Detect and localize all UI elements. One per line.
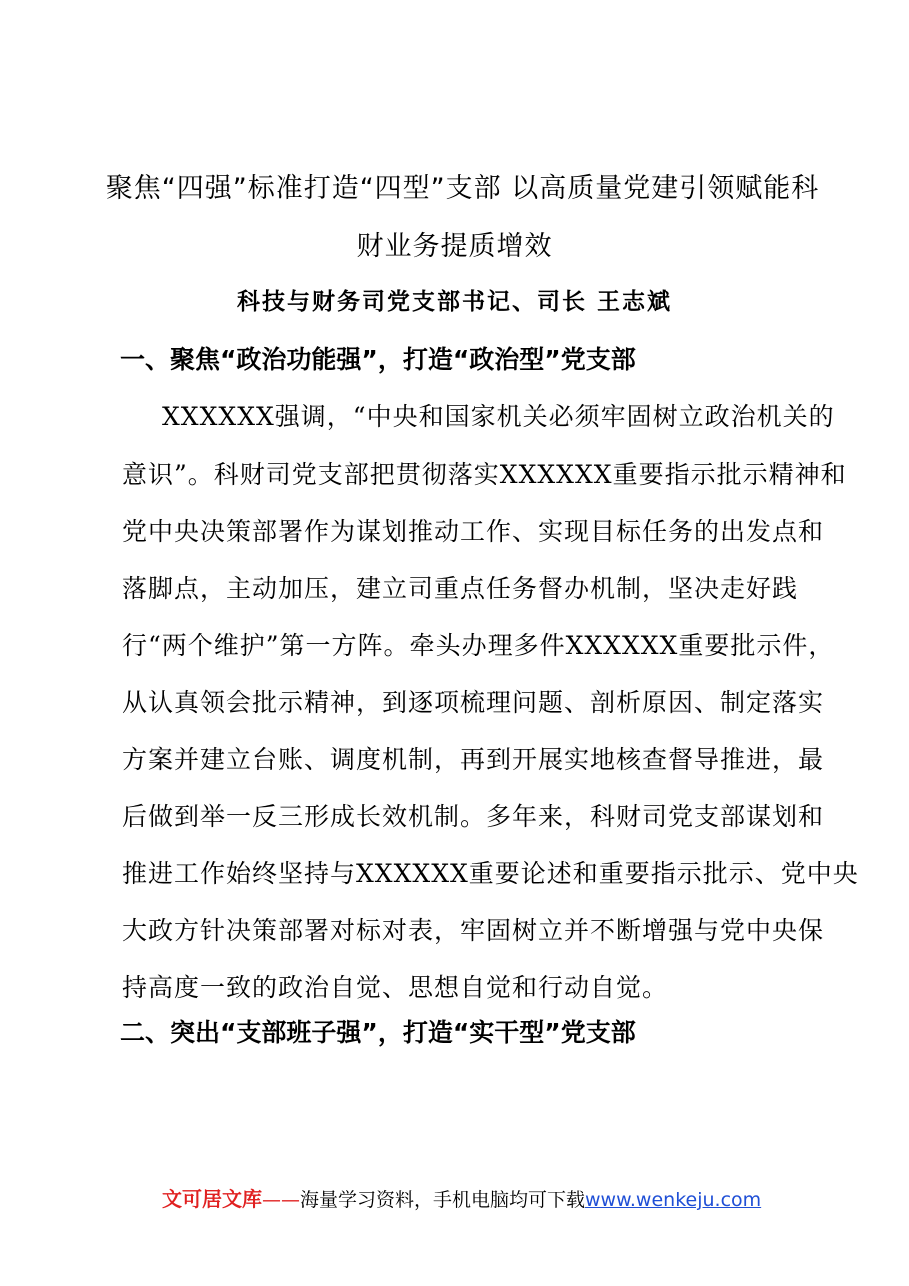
paragraph-line: 推进工作始终坚持与XXXXXX重要论述和重要指示批示、党中央: [122, 859, 859, 888]
paragraph-line: 大政方针决策部署对标对表，牢固树立并不断增强与党中央保: [122, 916, 825, 945]
paragraph-line: 从认真领会批示精神，到逐项梳理问题、剖析原因、制定落实: [122, 688, 825, 717]
paragraph-line: 行“两个维护”第一方阵。牵头办理多件XXXXXX重要批示件，: [122, 631, 835, 660]
paragraph-line: 党中央决策部署作为谋划推动工作、实现目标任务的出发点和: [122, 517, 825, 546]
paragraph-line: 后做到举一反三形成长效机制。多年来，科财司党支部谋划和: [122, 802, 825, 831]
paragraph-line: 落脚点，主动加压，建立司重点任务督办机制，坚决走好践: [122, 574, 799, 603]
footer-url-link[interactable]: www.wenkeju.com: [585, 1189, 762, 1211]
footer-text: 海量学习资料，手机电脑均可下载: [300, 1189, 586, 1211]
footer-dash: ——: [262, 1189, 300, 1211]
footer-brand: 文可居文库: [162, 1187, 262, 1211]
section-2-heading: 二、突出“支部班子强”，打造“实干型”党支部: [120, 1018, 636, 1047]
paragraph-line: XXXXXX强调，“中央和国家机关必须牢固树立政治机关的: [162, 402, 835, 431]
paragraph-line: 方案并建立台账、调度机制，再到开展实地核查督导推进，最: [122, 745, 825, 774]
document-title-line-1: 聚焦“四强”标准打造“四型”支部 以高质量党建引领赋能科: [105, 173, 820, 204]
paragraph-line: 意识”。科财司党支部把贯彻落实XXXXXX重要指示批示精神和: [122, 460, 847, 489]
section-1-heading: 一、聚焦“政治功能强”，打造“政治型”党支部: [120, 345, 636, 374]
document-title-line-2: 财业务提质增效: [356, 231, 553, 262]
paragraph-line: 持高度一致的政治自觉、思想自觉和行动自觉。: [122, 973, 669, 1002]
footer-banner: [162, 1183, 761, 1212]
document-author: 科技与财务司党支部书记、司长 王志斌: [236, 288, 672, 315]
